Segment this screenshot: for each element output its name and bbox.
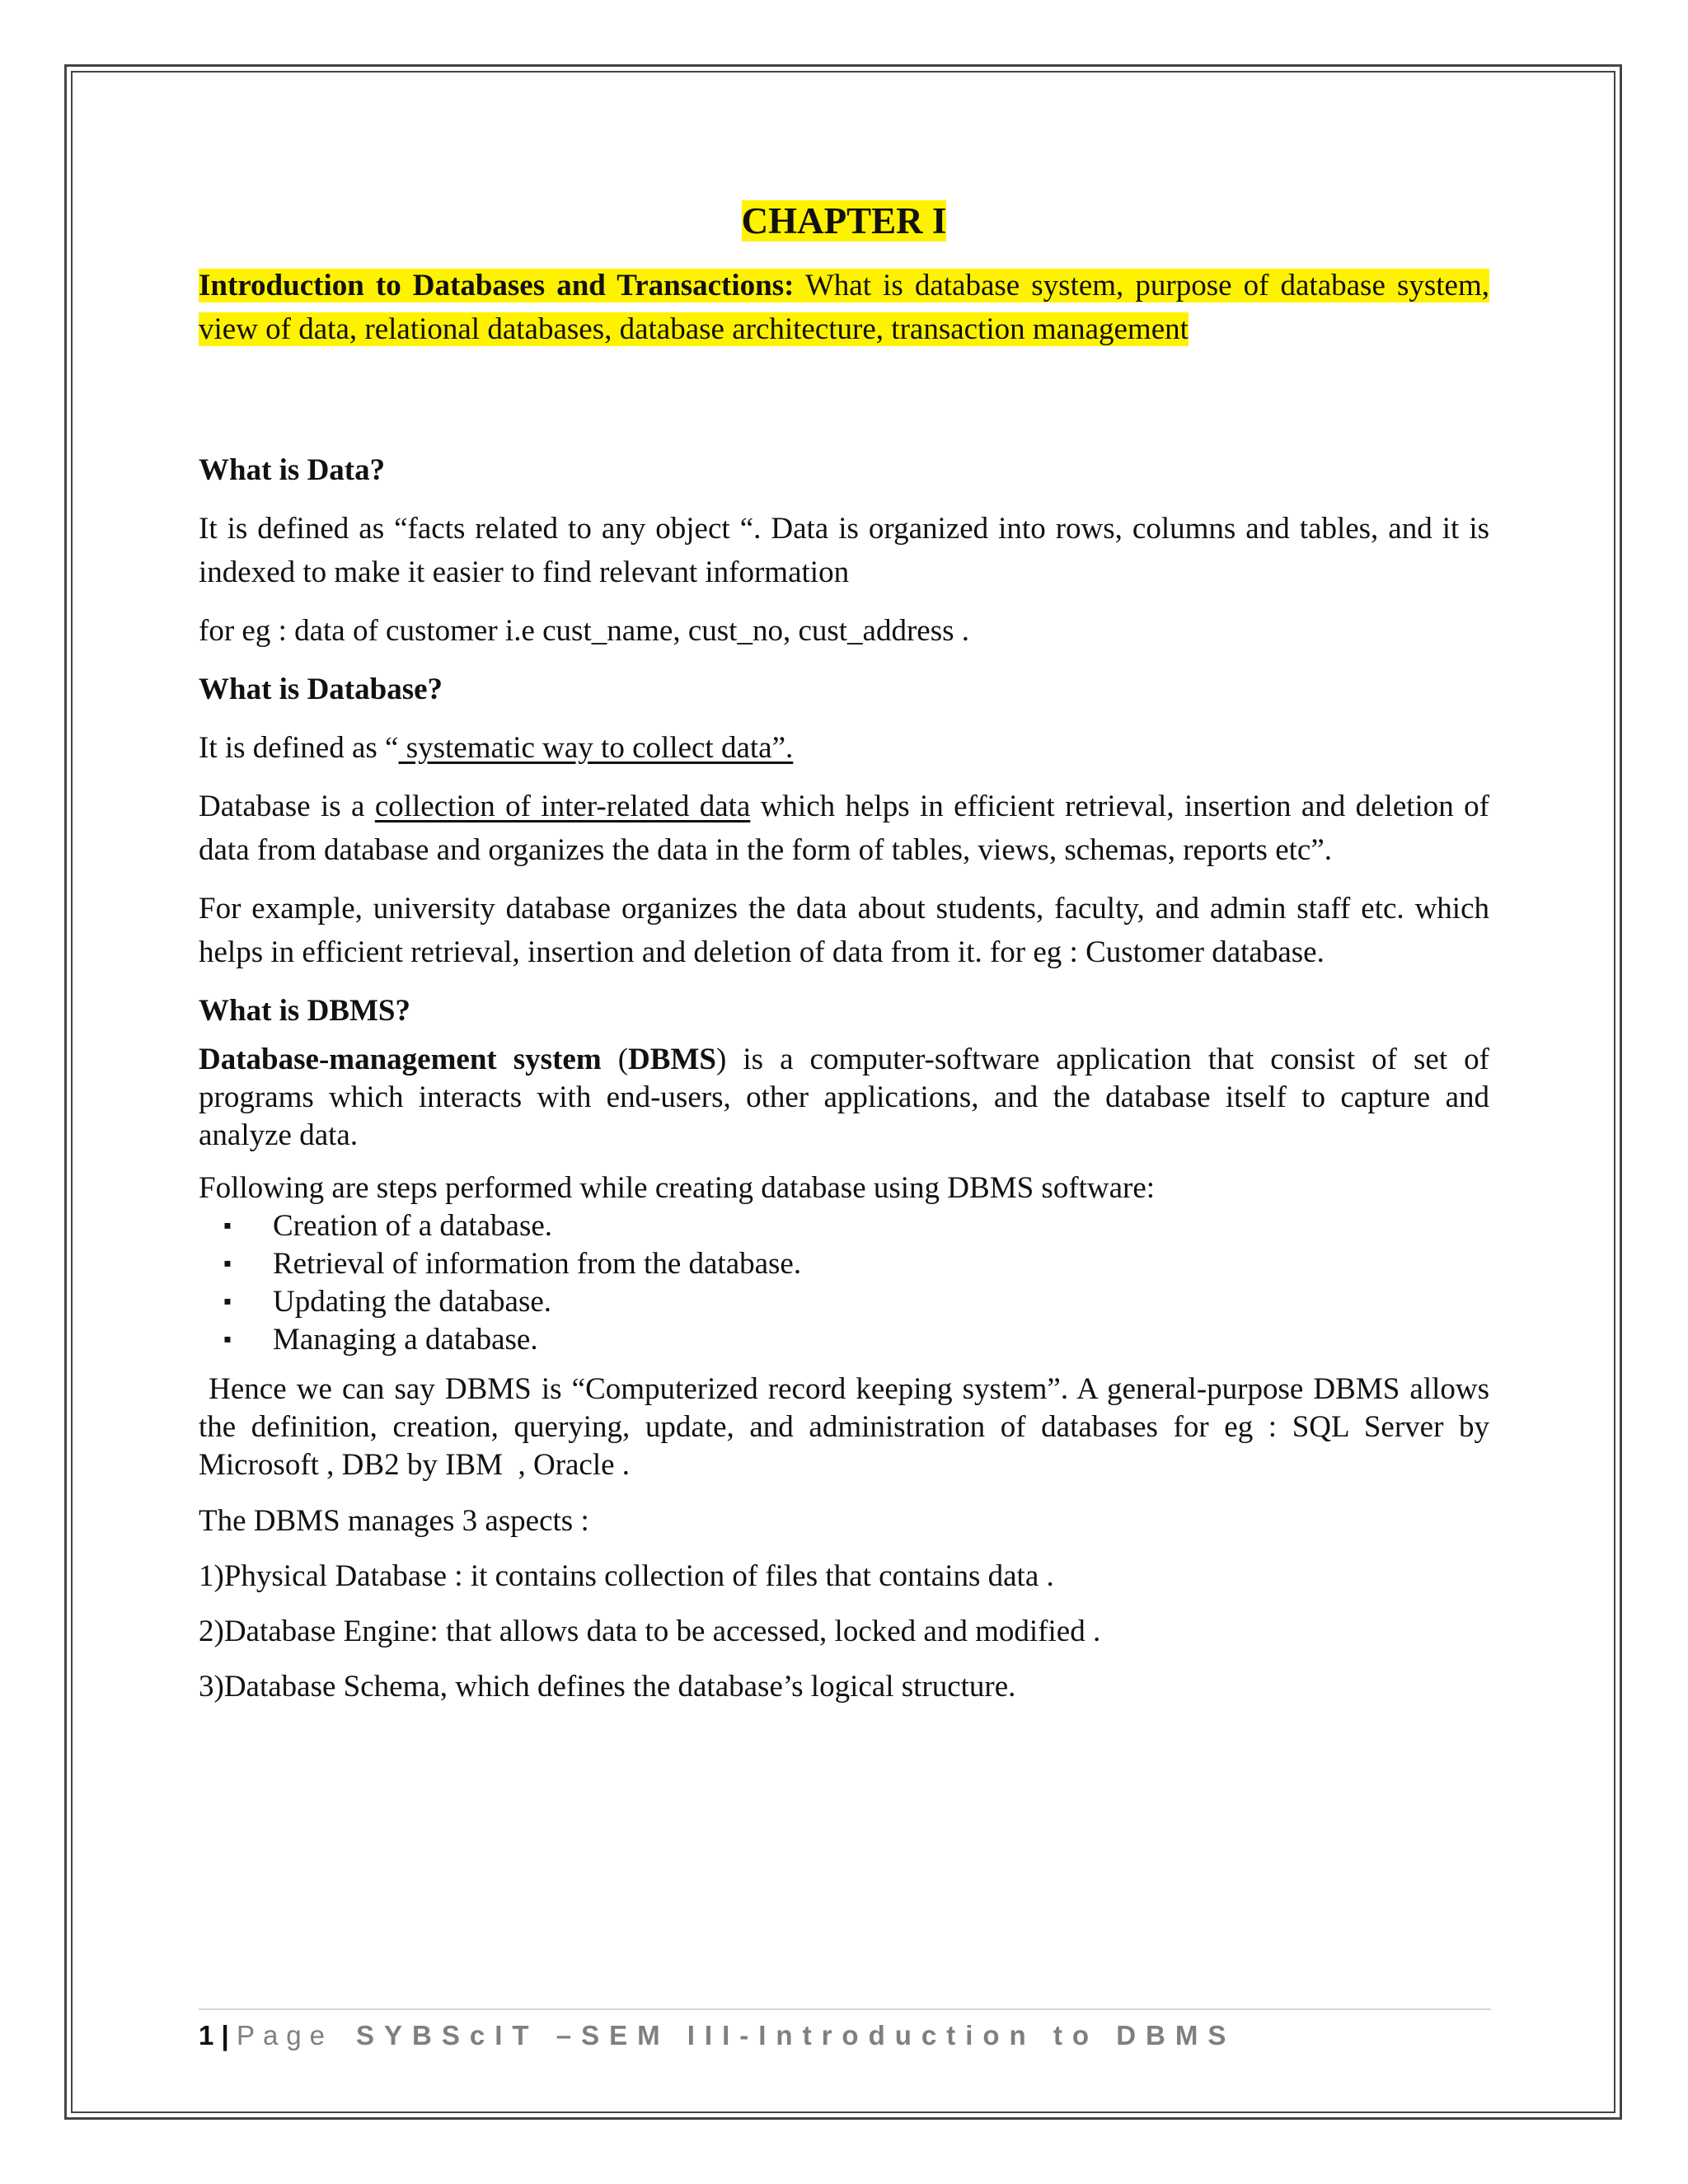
chapter-intro [199, 264, 1489, 351]
dbms-aspect-3: 3)Database Schema, which defines the database’s logical structure. [199, 1670, 1016, 1704]
database-definition-underlined: systematic way to collect data”. [398, 731, 794, 765]
database-paragraph [199, 785, 1489, 872]
document-body [199, 196, 1498, 1708]
chapter-title [199, 196, 1489, 246]
database-definition-prefix: It is defined as “ [199, 731, 399, 765]
database-para-end: which helps in efficient retrieval, insertion and deletion of data from database and organizes the data in the form of tables, views, schemas, reports etc”. [199, 790, 1489, 867]
list-item: ▪ Updating the database. [223, 1283, 1489, 1321]
intro-rest: What is database system, purpose of database system, view of data, relational databases, database architecture, transaction management [199, 269, 1489, 346]
intro-bold: Introduction to Databases and Transactions: [199, 269, 795, 302]
page-footer [199, 2008, 1491, 2055]
dbms-hence-paragraph: Hence we can say DBMS is “Computerized record keeping system”. A general-purpose DBMS allows the definition, creation, querying, update, and administration of databases for eg : SQL Server by Microsoft , DB2 by IBM , Oracle . [199, 1372, 1498, 1482]
dbms-definition [199, 1041, 1489, 1155]
database-definition [199, 726, 1489, 770]
heading-what-is-database: What is Database? [199, 673, 443, 706]
database-para-underlined: collection of inter-related data [374, 790, 751, 823]
list-item: ▪ Creation of a database. [223, 1207, 1489, 1245]
heading-what-is-data: What is Data? [199, 453, 386, 487]
dbms-def-bold1: Database-management system [199, 1043, 602, 1076]
dbms-def-bold2: DBMS [628, 1043, 716, 1076]
list-item: ▪ Retrieval of information from the database. [223, 1245, 1489, 1283]
chapter-title-text: CHAPTER I [741, 200, 947, 241]
bullet-icon: ▪ [223, 1251, 232, 1277]
dbms-def-paren: ( [601, 1043, 629, 1076]
data-example: for eg : data of customer i.e cust_name, cust_no, cust_address . [199, 614, 970, 648]
course-title: SYBScIT –SEM III-Introduction to DBMS [356, 2020, 1236, 2050]
dbms-aspect-2: 2)Database Engine: that allows data to be accessed, locked and modified . [199, 1615, 1101, 1648]
footer-separator: | [213, 2020, 237, 2050]
dbms-steps-list [199, 1207, 1489, 1359]
list-item: ▪ Managing a database. [223, 1321, 1489, 1359]
dbms-aspect-1: 1)Physical Database : it contains collection of files that contains data . [199, 1559, 1054, 1593]
database-example: For example, university database organizes the data about students, faculty, and admin staff etc. which helps in efficient retrieval, insertion and deletion of data from it. for eg : Customer database. [199, 892, 1489, 969]
bullet-icon: ▪ [223, 1289, 232, 1315]
dbms-def-rest: ) is a computer-software application that consist of set of programs which interacts with end-users, other applications, and the database itself to capture and analyze data. [199, 1043, 1489, 1152]
database-para-start: Database is a [199, 790, 375, 823]
bullet-icon: ▪ [223, 1213, 232, 1239]
dbms-aspects-intro: The DBMS manages 3 aspects : [199, 1504, 589, 1538]
data-definition: It is defined as “facts related to any object “. Data is organized into rows, columns and tables, and it is indexed to make it easier to find relevant information [199, 512, 1489, 589]
page-number: 1 [199, 2020, 214, 2050]
page-label: Page [236, 2020, 334, 2050]
bullet-icon: ▪ [223, 1327, 232, 1352]
dbms-steps-intro: Following are steps performed while creating database using DBMS software: [199, 1171, 1156, 1205]
heading-what-is-dbms: What is DBMS? [199, 994, 410, 1028]
